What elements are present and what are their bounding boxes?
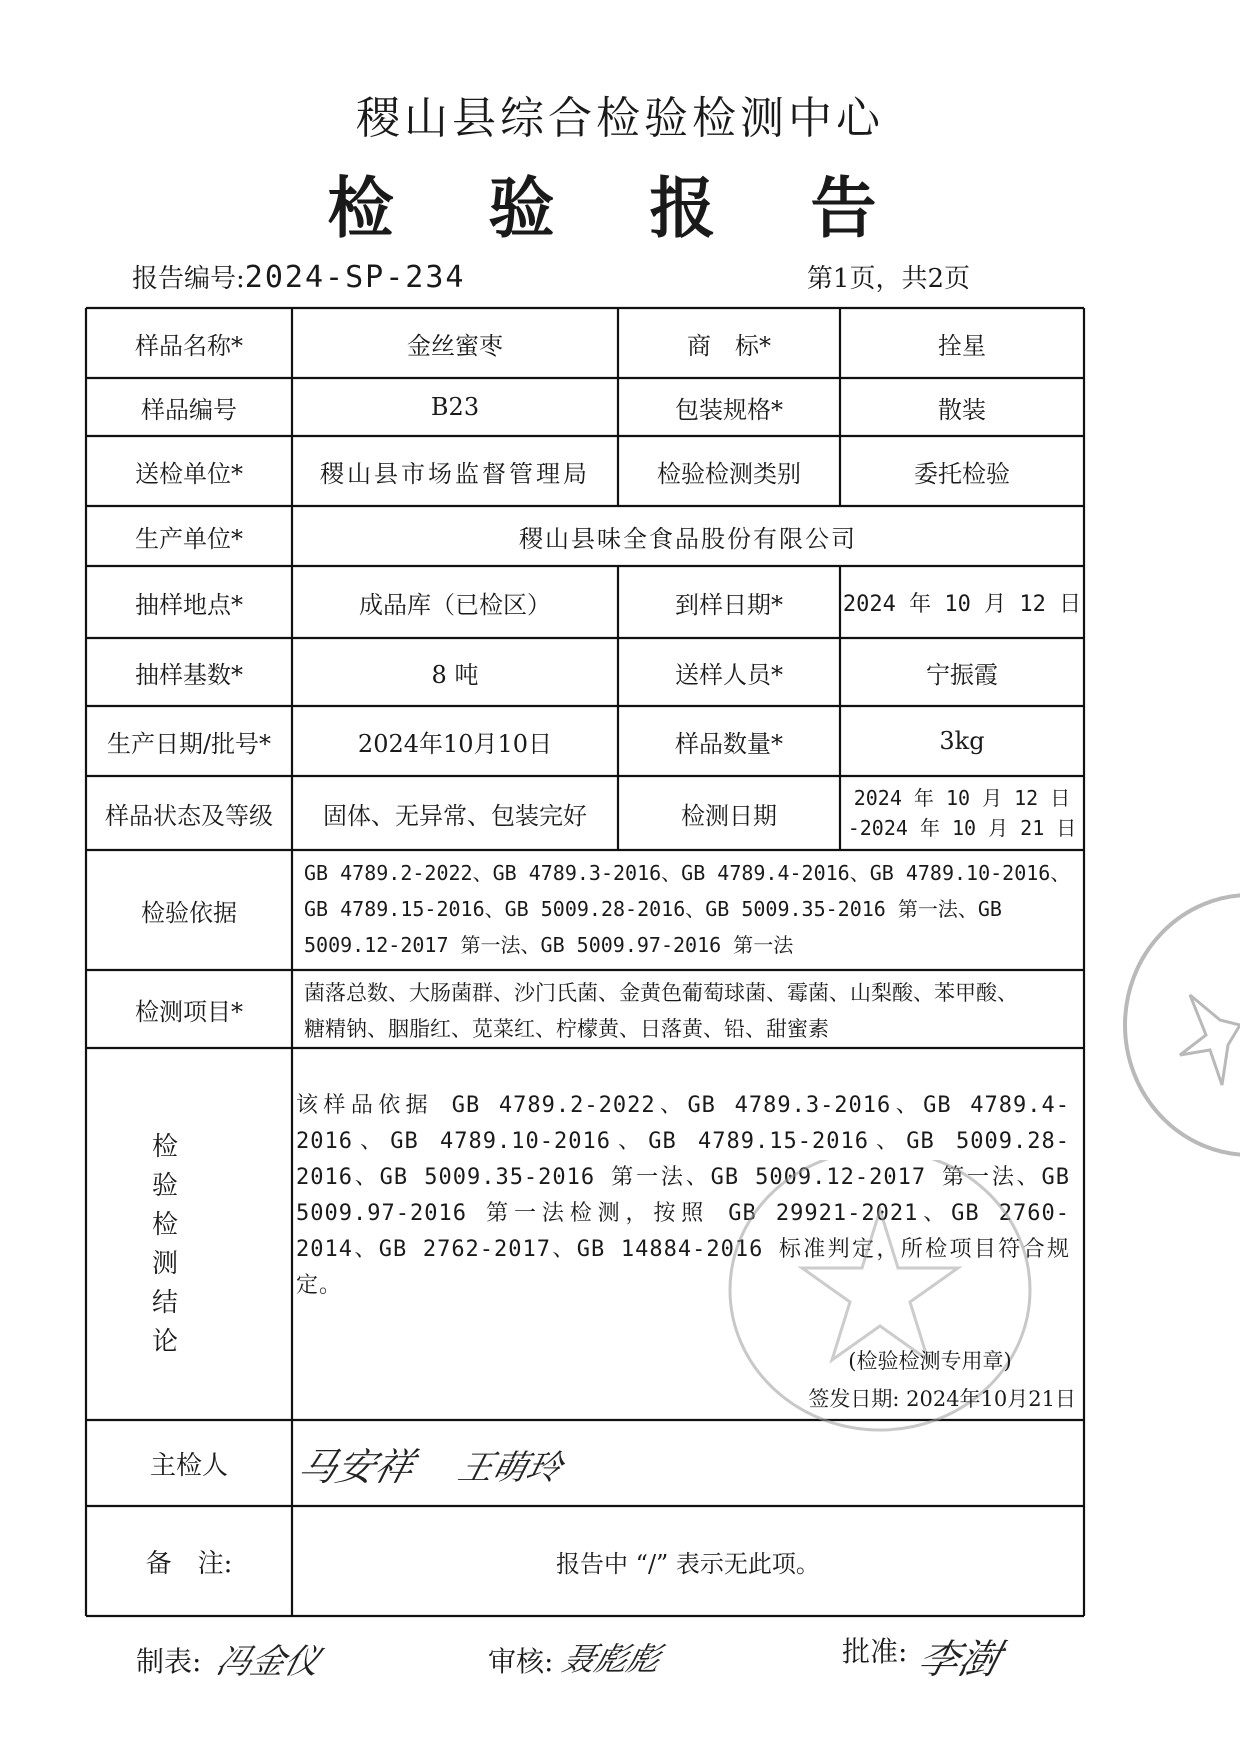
category-label: 检验检测类别: [657, 459, 801, 488]
quantity-value: 3kg: [939, 727, 985, 755]
prod-date-label: 生产日期/批号*: [106, 729, 272, 758]
edge-seal: [1110, 885, 1240, 1165]
sender-value: 稷山县市场监督管理局: [320, 459, 590, 488]
items-label: 检测项目*: [135, 997, 243, 1026]
issue-date: 签发日期: 2024年10月21日: [808, 1387, 1076, 1411]
arrival-date-value: 2024 年 10 月 12 日: [842, 591, 1082, 617]
items-value: [304, 975, 1080, 1047]
brand-value: 拴星: [938, 331, 986, 360]
basis-label: 检验依据: [141, 898, 237, 927]
conclusion-text: 该样品依据 GB 4789.2-2022、GB 4789.3-2016、GB 4789.4-2016、GB 4789.10-2016、GB 4789.15-2016、GB 5009.28-2016、GB 5009.35-2016 第一法、GB 5009.12-2017 第一法、GB 5009.97-2016 第一法检测，按照 GB 29921-2021、GB 2760-2014、GB 2762-2017、GB 14884-2016 标准判定，所检项目符合规定。: [296, 1093, 1070, 1298]
state-label: 样品状态及等级: [105, 801, 273, 830]
producer-label: 生产单位*: [135, 524, 243, 553]
deliverer-label: 送样人员*: [675, 660, 783, 689]
quantity-label: 样品数量*: [675, 729, 783, 758]
maker-label: 制表:: [136, 1645, 202, 1678]
org-name: 稷山县综合检验检测中心: [356, 93, 884, 144]
brand-label: 商 标*: [687, 331, 771, 360]
inspector-signature-1: 马安祥: [293, 1445, 419, 1489]
sampling-place-value: 成品库（已检区）: [359, 590, 551, 619]
sampling-base-label: 抽样基数*: [135, 660, 243, 689]
basis-line: GB 4789.15-2016、GB 5009.28-2016、GB 5009.35-2016 第一法、GB: [304, 897, 1002, 921]
inspector-label: 主检人: [149, 1450, 228, 1481]
sampling-place-label: 抽样地点*: [135, 590, 243, 619]
items-line: 糖精钠、胭脂红、苋菜红、柠檬黄、日落黄、铅、甜蜜素: [304, 1017, 829, 1041]
inspector-signature-2: 王萌玲: [454, 1448, 567, 1488]
arrival-date-label: 到样日期*: [675, 590, 783, 619]
package-label: 包装规格*: [675, 395, 783, 424]
seal-note: (检验检测专用章): [848, 1349, 1012, 1373]
basis-line: 5009.12-2017 第一法、GB 5009.97-2016 第一法: [304, 933, 794, 957]
package-value: 散装: [938, 395, 986, 424]
remark-value: 报告中 “/” 表示无此项。: [556, 1549, 820, 1578]
maker-signature: 冯金仪: [212, 1642, 325, 1682]
report-number-value: 2024-SP-234: [244, 260, 466, 295]
page-info: 第1页，共2页: [806, 264, 970, 294]
remark-label: 备 注:: [145, 1548, 233, 1579]
reviewer-signature: 聂彪彪: [558, 1640, 665, 1678]
report-number-label: 报告编号:: [132, 264, 245, 294]
report-number: [132, 258, 465, 295]
test-date-end: -2024 年 10 月 21 日: [847, 816, 1077, 840]
category-value: 委托检验: [914, 459, 1010, 488]
test-date-label: 检测日期: [681, 801, 777, 830]
prod-date-value: 2024年10月10日: [357, 729, 553, 758]
basis-line: GB 4789.2-2022、GB 4789.3-2016、GB 4789.4-2016、GB 4789.10-2016、: [304, 861, 1071, 885]
deliverer-value: 宁振霞: [926, 660, 998, 689]
basis-value: [304, 855, 1080, 963]
producer-value: 稷山县味全食品股份有限公司: [519, 524, 857, 553]
approver-signature: 李澍: [913, 1637, 1005, 1683]
report-title: 检 验 报 告: [327, 169, 913, 247]
test-date-start: 2024 年 10 月 12 日: [853, 786, 1071, 810]
approver-label: 批准:: [842, 1635, 908, 1668]
sample-no-label: 样品编号: [141, 395, 237, 424]
sender-label: 送检单位*: [135, 459, 243, 488]
test-date-value: [840, 776, 1084, 850]
sample-no-value: B23: [430, 393, 480, 421]
sample-name-label: 样品名称*: [135, 331, 243, 360]
sampling-base-value: 8 吨: [431, 660, 479, 689]
items-line: 菌落总数、大肠菌群、沙门氏菌、金黄色葡萄球菌、霉菌、山梨酸、苯甲酸、: [304, 981, 1018, 1005]
state-value: 固体、无异常、包装完好: [323, 801, 587, 830]
conclusion-label: 检验检测结论: [151, 1132, 178, 1357]
sample-name-value: 金丝蜜枣: [407, 331, 503, 360]
reviewer-label: 审核:: [488, 1645, 554, 1678]
